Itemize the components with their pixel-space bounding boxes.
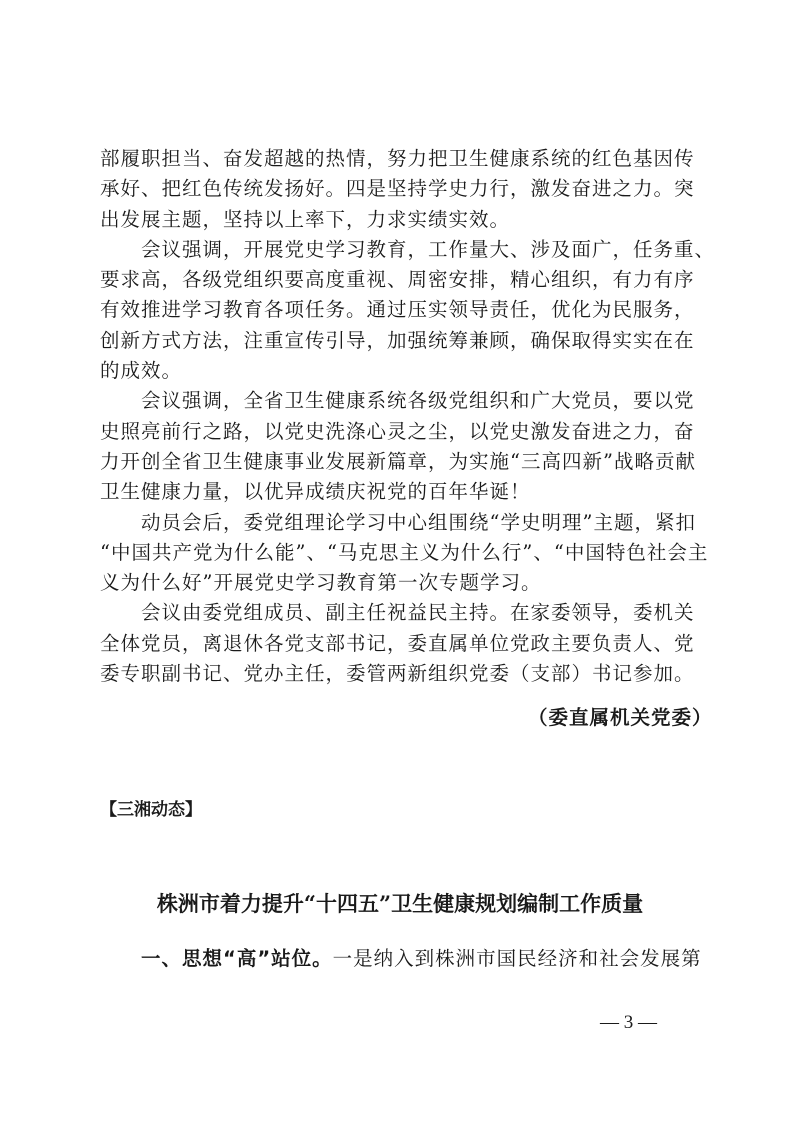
text-line: 全体党员，离退休各党支部书记，委直属单位党政主要负责人、党 bbox=[100, 631, 695, 655]
text-line: 义为什么好”开展党史学习教育第一次专题学习。 bbox=[100, 571, 542, 595]
article-title: 株洲市着力提升“十四五”卫生健康规划编制工作质量 bbox=[156, 891, 644, 916]
article-signature: （委直属机关党委） bbox=[528, 706, 713, 729]
paragraph-tasks bbox=[100, 235, 716, 386]
text-line: 要求高，各级党组织要高度重视、周密安排，精心组织，有力有序 bbox=[100, 268, 695, 292]
paragraph-study bbox=[100, 508, 709, 599]
text-line: “中国共产党为什么能”、“马克思主义为什么行”、“中国特色社会主 bbox=[100, 540, 709, 564]
section-heading: 一、思想“高”站位。 bbox=[141, 947, 333, 970]
text-line: 出发展主题，坚持以上率下，力求实绩实效。 bbox=[100, 207, 511, 231]
article-body bbox=[100, 144, 716, 689]
paragraph-continued bbox=[100, 144, 704, 235]
text-line: 力开创全省卫生健康事业发展新篇章，为实施“三高四新”战略贡献 bbox=[100, 449, 696, 473]
text-line: 会议由委党组成员、副主任祝益民主持。在家委领导，委机关 bbox=[141, 601, 695, 625]
text-line: 卫生健康力量，以优异成绩庆祝党的百年华诞！ bbox=[100, 480, 531, 504]
text-line: 部履职担当、奋发超越的热情，努力把卫生健康系统的红色基因传 bbox=[100, 147, 695, 170]
paragraph-call bbox=[100, 386, 704, 507]
text-line: 动员会后，委党组理论学习中心组围绕“学史明理”主题，紧扣 bbox=[141, 510, 696, 534]
text-line: 史照亮前行之路，以党史洗涤心灵之尘，以党史激发奋进之力，奋 bbox=[100, 419, 695, 443]
text-line: 会议强调，全省卫生健康系统各级党组织和广大党员，要以党 bbox=[141, 389, 695, 413]
text-line: 委专职副书记、党办主任，委管两新组织党委（支部）书记参加。 bbox=[100, 662, 695, 686]
paragraph-attendance bbox=[100, 598, 704, 689]
text-line: 有效推进学习教育各项任务。通过压实领导责任，优化为民服务， bbox=[100, 298, 695, 322]
column-tag: 【三湘动态】 bbox=[100, 800, 202, 820]
text-line: 的成效。 bbox=[100, 359, 183, 383]
section-text: 一是纳入到株洲市国民经济和社会发展第 bbox=[332, 947, 702, 970]
text-line: 创新方式方法，注重宣传引导，加强统筹兼顾，确保取得实实在在 bbox=[100, 328, 695, 352]
section-lead bbox=[141, 943, 704, 971]
page-number: — 3 — bbox=[600, 1012, 657, 1033]
text-line: 承好、把红色传统发扬好。四是坚持学史力行，激发奋进之力。突 bbox=[100, 177, 695, 201]
text-line: 会议强调，开展党史学习教育，工作量大、涉及面广，任务重、 bbox=[141, 237, 716, 261]
